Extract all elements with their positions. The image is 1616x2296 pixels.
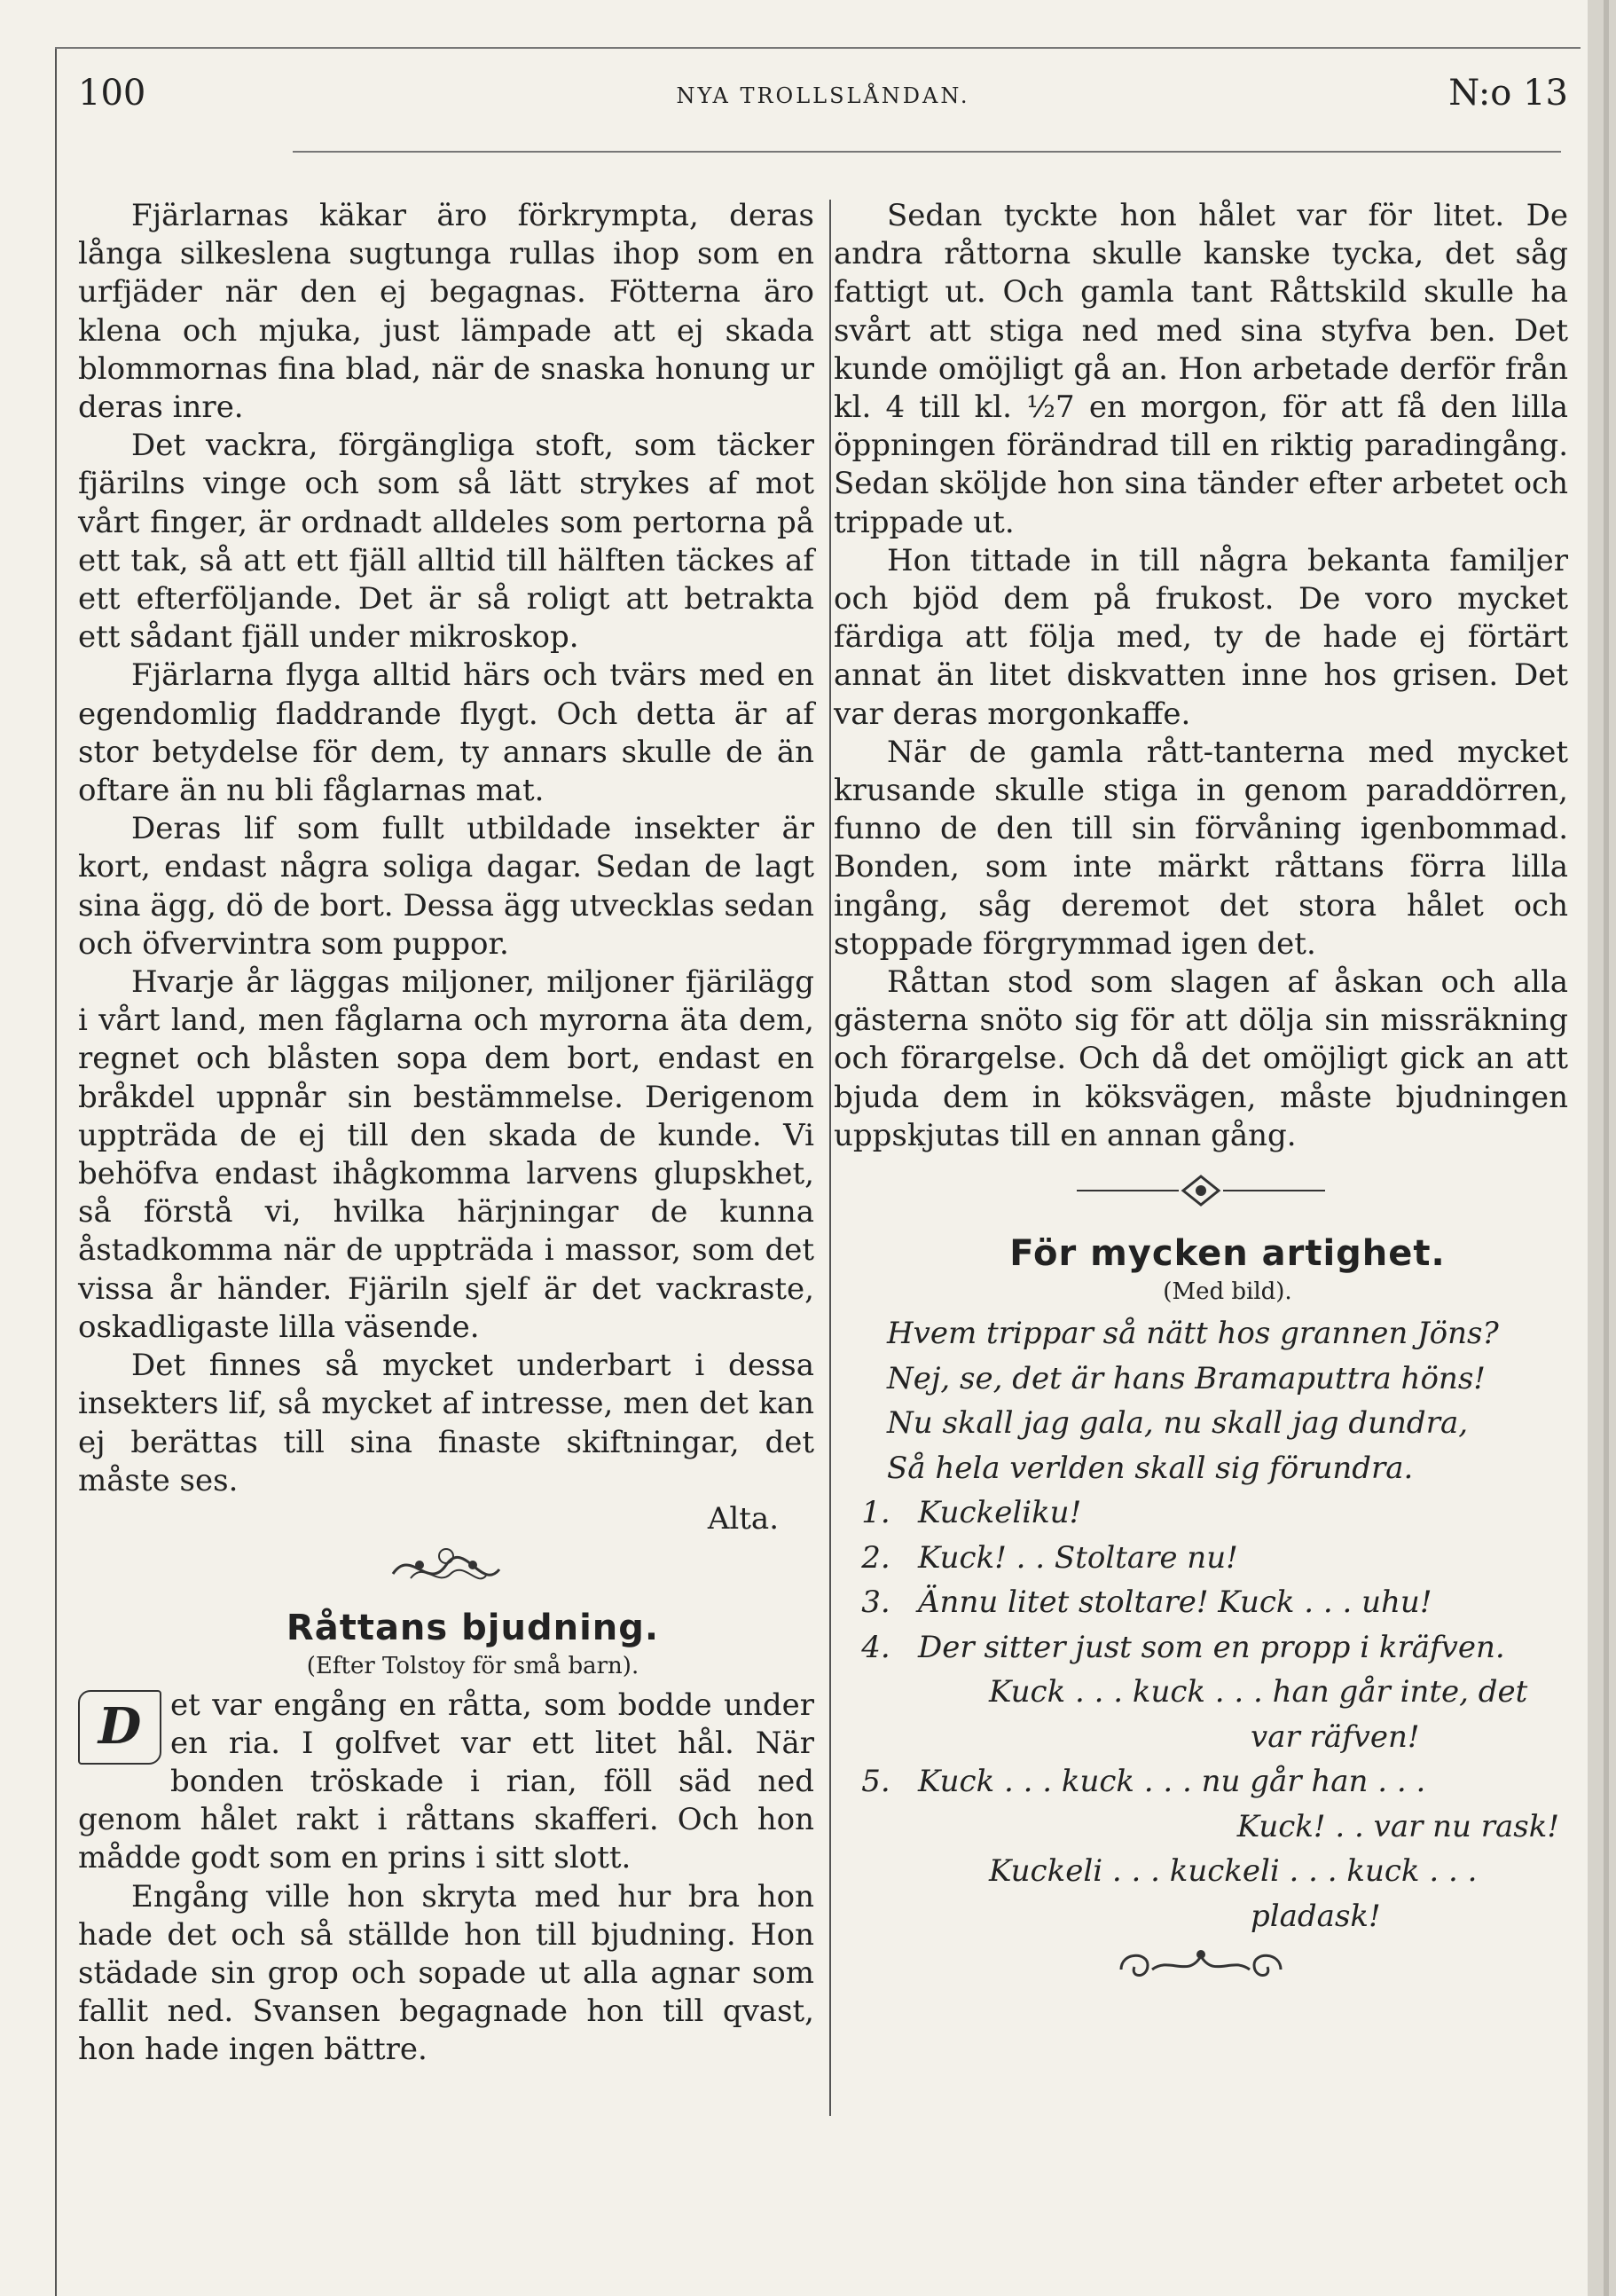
paragraph: Deras lif som fullt utbildade insekter är kort, endast några soliga dagar. Sedan de lagt sina ägg, dö de bort. Dessa ägg utvecklas sedan och öfvervintra som puppor. xyxy=(78,811,814,962)
story-paragraph: Råttan stod som slagen af åskan och alla gästerna snöto sig för att dölja sin missräkning och förargelse. Och då det omöjligt gick an att bjuda dem in köksvägen, måste bjudningen uppskjutas till en annan gång. xyxy=(834,964,1568,1153)
poem-line: Så hela verlden skall sig förundra. xyxy=(887,1450,1414,1486)
issue-number: N:o 13 xyxy=(1448,73,1568,114)
flourish-icon xyxy=(384,1538,508,1600)
poem-verse xyxy=(834,1759,1568,1805)
poem-line: Kuckeli . . . kuckeli . . . kuck . . . xyxy=(989,1853,1478,1890)
poem-line: Der sitter just som en propp i kräfven. xyxy=(918,1629,1505,1665)
poem-line: Kuck! . . Stoltare nu! xyxy=(918,1539,1238,1576)
page-header xyxy=(78,73,1568,126)
poem-line: Kuckeliku! xyxy=(918,1495,1082,1531)
magazine-title: NYA TROLLSLÅNDAN. xyxy=(676,83,970,108)
divider-icon xyxy=(1068,1155,1334,1226)
paragraph: Hvarje år läggas miljoner, miljoner fjärilägg i vårt land, men fåglarna och myrorna äta dem, regnet och blåsten sopa dem bort, endast en bråkdel uppnår sin bestämmelse. Derigenom uppträda de ej till den skada de kunde. Vi behöfva endast ihågkomma larvens glupskhet, så förstå vi, hvilka härjningar de kunna åstadkomma när de uppträda i massor, som det vissa år händer. Fjäriln sjelf är det vackraste, oskadligaste lilla väsende. xyxy=(78,964,814,1345)
page-edge xyxy=(1588,0,1616,2296)
poem-line: var räfven! xyxy=(1251,1718,1420,1755)
poem-line: pladask! xyxy=(1251,1898,1381,1934)
story-paragraph: Sedan tyckte hon hålet var för litet. De andra råttorna skulle kanske tycka, det såg fattigt ut. Och gamla tant Råttskild skulle ha svårt att stiga ned med sina styfva ben. Det kunde omöjligt gå an. Hon arbetade derför från kl. 4 till kl. ½7 en morgon, för att få den lilla öppningen förändrad till en riktig paradingång. Sedan sköljde hon sina tänder efter arbetet och trippade ut. xyxy=(834,198,1568,540)
paragraph: Det finnes så mycket underbart i dessa insekters lif, så mycket af intresse, men det kan ej berättas till sina finaste skiftningar, det måste ses. xyxy=(78,1348,814,1498)
poem xyxy=(834,1311,1568,1938)
ornament-flourish xyxy=(78,1538,814,1609)
poem-line: Kuck . . . kuck . . . han går inte, det xyxy=(989,1674,1528,1710)
poem-line: Hvem trippar så nätt hos grannen Jöns? xyxy=(887,1316,1499,1352)
poem-line: Nu skall jag gala, nu skall jag dundra, xyxy=(887,1405,1469,1442)
story-paragraph: et var engång en råtta, som bodde under en ria. I golfvet var ett litet hål. När bonden tröskade i rian, föll säd ned genom hålet rakt i råttans skafferi. Och hon mådde godt som en prins i sitt slott. xyxy=(78,1687,814,1876)
poem-subtitle: (Med bild). xyxy=(1163,1278,1292,1306)
story-subtitle: (Efter Tolstoy för små barn). xyxy=(306,1653,639,1680)
verse-number: 5. xyxy=(861,1764,890,1800)
poem-title: För mycken artighet. xyxy=(1009,1233,1446,1275)
verse-number: 1. xyxy=(861,1495,890,1531)
verse-number: 2. xyxy=(861,1539,890,1576)
column-divider xyxy=(829,200,831,2116)
page-number: 100 xyxy=(78,73,146,114)
verse-number: 3. xyxy=(861,1584,890,1621)
tailpiece-icon xyxy=(1103,1938,1298,1992)
author-signature: Alta. xyxy=(707,1500,779,1537)
drop-cap: D xyxy=(78,1690,161,1765)
poem-verse xyxy=(834,1625,1568,1671)
paragraph: Fjärlarnas käkar äro förkrympta, deras långa silkeslena sugtunga rullas ihop som en urfjäder när den ej begagnas. Fötterna äro klena och mjuka, just lämpade att ej skada blommornas fina blad, när de snaska honung ur deras inre. xyxy=(78,198,814,426)
page-edge-shadow xyxy=(1604,0,1609,2296)
story-paragraph: När de gamla rått-tanterna med mycket krusande skulle stiga in genom paraddörren, funno de den till sin förvåning igenbommad. Bonden, som inte märkt råttans förra lilla ingång, såg deremot det stora hålet och stoppade förgrymmad igen det. xyxy=(834,734,1568,962)
ornament-tailpiece xyxy=(834,1938,1568,2001)
paragraph: Fjärlarna flyga alltid härs och tvärs med en egendomlig fladdrande flygt. Och detta är af stor betydelse för dem, ty annars skulle de än oftare än nu bli fåglarnas mat. xyxy=(78,657,814,809)
left-column xyxy=(78,197,814,2070)
margin-rule xyxy=(55,49,57,2296)
right-column xyxy=(834,197,1568,2001)
poem-line: Nej, se, det är hans Bramaputtra höns! xyxy=(887,1360,1486,1396)
poem-line: Kuck! . . var nu rask! xyxy=(1236,1808,1559,1844)
verse-number: 4. xyxy=(861,1629,890,1665)
story-paragraph: Hon tittade in till några bekanta familjer och bjöd dem på frukost. De voro mycket färdiga att följa med, ty de hade ej förtärt annat än litet diskvatten inne hos grisen. Det var deras morgonkaffe. xyxy=(834,542,1568,732)
poem-line: Kuck . . . kuck . . . nu går han . . . xyxy=(918,1764,1426,1800)
poem-verse xyxy=(834,1490,1568,1536)
poem-verse xyxy=(834,1580,1568,1625)
story-title: Råttans bjudning. xyxy=(286,1608,660,1649)
top-rule xyxy=(55,47,1581,49)
poem-line: Ännu litet stoltare! Kuck . . . uhu! xyxy=(918,1584,1432,1621)
story-paragraph: Engång ville hon skryta med hur bra hon hade det och så ställde hon till bjudning. Hon städade sin grop och sopade ut alla agnar som fallit ned. Svansen begagnade hon till qvast, hon hade ingen bättre. xyxy=(78,1878,814,2068)
paragraph: Det vackra, förgängliga stoft, som täcker fjärilns vinge och som så lätt strykes af mot vårt finger, är ordnadt alldeles som pertorna på ett tak, så att ett fjäll alltid till hälften täckes af ett efterföljande. Det är så roligt att betrakta ett sådant fjäll under mikroskop. xyxy=(78,428,814,656)
poem-verse xyxy=(834,1536,1568,1581)
story-opening xyxy=(78,1687,814,1878)
ornament-divider xyxy=(834,1155,1568,1235)
header-rule xyxy=(293,151,1561,153)
